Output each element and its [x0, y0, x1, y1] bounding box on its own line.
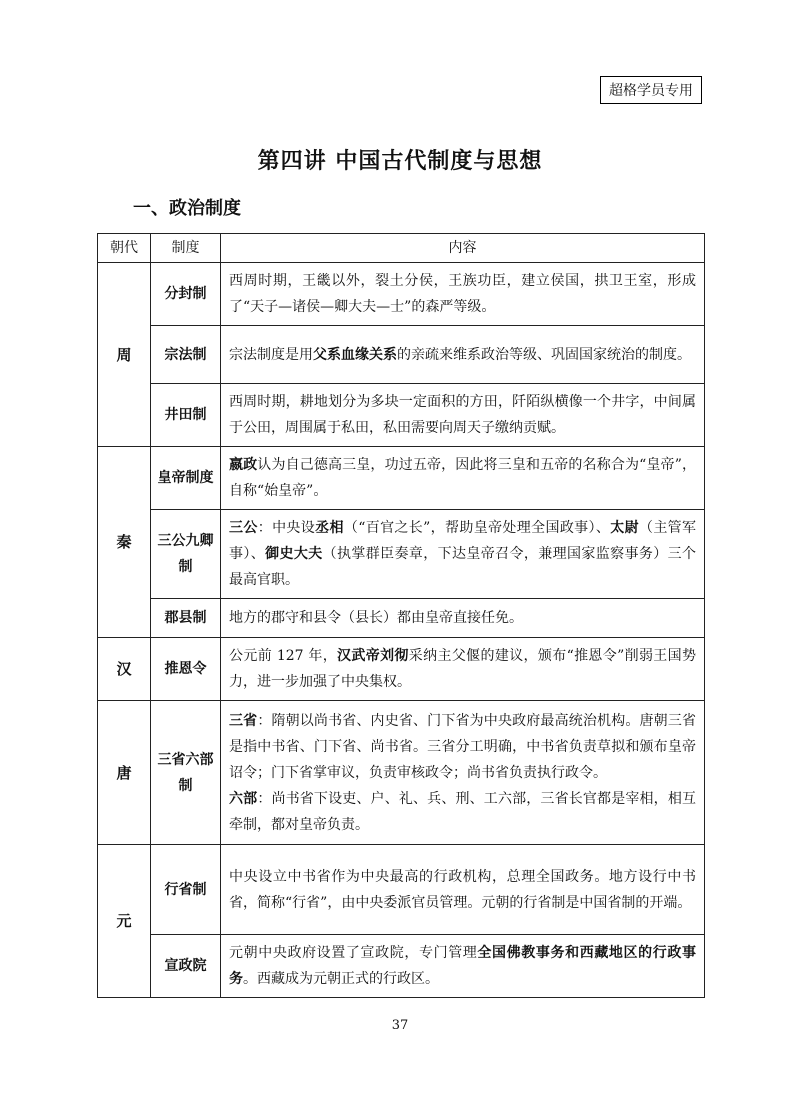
system-cell: 皇帝制度 [151, 447, 221, 510]
dynasty-cell: 秦 [98, 447, 151, 638]
content-cell [221, 326, 705, 384]
table-row [98, 447, 705, 510]
table-row [98, 701, 705, 845]
content-text: 采纳主父偃的建议，颁布“推恩令”削弱王国势力，进一步加强了中央集权。 [229, 648, 696, 690]
content-text: 的亲疏来维系政治等级、巩固国家统治的制度。 [397, 346, 691, 363]
table-row [98, 326, 705, 384]
content-text: 西周时期，耕地划分为多块一定面积的方田，阡陌纵横像一个井字，中间属于公田，周围属于私田，私田需要向周天子缴纳贡赋。 [229, 394, 696, 436]
content-cell [221, 447, 705, 510]
content-text: （“百官之长”，帮助皇帝处理全国政事）、 [343, 520, 611, 536]
bold-term: 三省 [229, 712, 258, 729]
content-text: 元朝中央政府设置了宣政院，专门管理 [229, 945, 478, 961]
bold-term: 六部 [229, 790, 258, 807]
table-row [98, 263, 705, 326]
bold-term: 三公 [229, 520, 258, 536]
table-header-row [98, 234, 705, 263]
system-cell: 三公九卿制 [151, 510, 221, 599]
content-cell [221, 935, 705, 998]
bold-term: 父系血缘关系 [313, 346, 397, 363]
section-heading: 一、政治制度 [133, 198, 241, 219]
system-cell: 三省六部制 [151, 701, 221, 845]
content-text: 公元前 127 年， [229, 648, 338, 664]
system-cell: 宗法制 [151, 326, 221, 384]
table-row [98, 599, 705, 638]
content-text: ：隋朝以尚书省、内史省、门下省为中央政府最高统治机构。唐朝三省是指中书省、门下省、尚书省。三省分工明确，中书省负责草拟和颁布皇帝诏令；门下省掌审议，负责审核政令；尚书省负责执行政令。 [229, 712, 696, 781]
political-systems-table [97, 233, 705, 998]
system-cell: 宣政院 [151, 935, 221, 998]
content-cell [221, 263, 705, 326]
dynasty-cell: 唐 [98, 701, 151, 845]
dynasty-cell: 汉 [98, 638, 151, 701]
page-title: 第四讲 中国古代制度与思想 [257, 149, 543, 174]
system-cell: 分封制 [151, 263, 221, 326]
content-text: 地方的郡守和县令（县长）都由皇帝直接任免。 [229, 610, 523, 626]
content-cell [221, 384, 705, 447]
system-cell: 行省制 [151, 845, 221, 935]
content-cell [221, 701, 705, 845]
system-cell: 郡县制 [151, 599, 221, 638]
content-text: ：尚书省下设吏、户、礼、兵、刑、工六部，三省长官都是宰相，相互牵制，都对皇帝负责。 [229, 790, 696, 833]
content-text: 认为自己德高三皇，功过五帝，因此将三皇和五帝的名称合为“皇帝”，自称“始皇帝”。 [229, 457, 696, 499]
table-row [98, 638, 705, 701]
header-content: 内容 [221, 234, 705, 263]
table-row [98, 384, 705, 447]
table-row [98, 845, 705, 935]
bold-term: 全国佛教事务和西藏地区的行政事务 [229, 945, 697, 987]
bold-term: 太尉 [610, 520, 639, 536]
table-row [98, 935, 705, 998]
bold-term: 嬴政 [229, 457, 258, 473]
bold-term: 丞相 [315, 520, 344, 536]
content-text: 宗法制度是用 [229, 346, 313, 363]
dynasty-cell: 元 [98, 845, 151, 998]
content-cell [221, 510, 705, 599]
system-cell: 推恩令 [151, 638, 221, 701]
dynasty-cell: 周 [98, 263, 151, 447]
system-cell: 井田制 [151, 384, 221, 447]
page-number: 37 [391, 1018, 409, 1033]
bold-term: 御史大夫 [265, 546, 323, 562]
content-cell [221, 845, 705, 935]
content-text: ：中央设 [257, 520, 316, 536]
exclusive-badge: 超格学员专用 [600, 76, 702, 104]
content-text: 中央设立中书省作为中央最高的行政机构，总理全国政务。地方设行中书省，简称“行省”，由中央委派官员管理。元朝的行省制是中国省制的开端。 [229, 868, 696, 911]
header-dynasty: 朝代 [98, 234, 151, 263]
header-system: 制度 [151, 234, 221, 263]
content-text: （主管军事）、 [229, 520, 697, 562]
content-text: （执掌群臣奏章，下达皇帝召令，兼理国家监察事务）三个最高官职。 [229, 546, 696, 588]
content-text: 西周时期，王畿以外，裂土分侯，王族功臣，建立侯国，拱卫王室，形成了“天子—诸侯—卿大夫—士”的森严等级。 [229, 273, 696, 315]
content-cell [221, 599, 705, 638]
content-cell [221, 638, 705, 701]
table-row [98, 510, 705, 599]
bold-term: 汉武帝刘彻 [337, 648, 409, 664]
content-text: 。西藏成为元朝正式的行政区。 [243, 971, 439, 987]
